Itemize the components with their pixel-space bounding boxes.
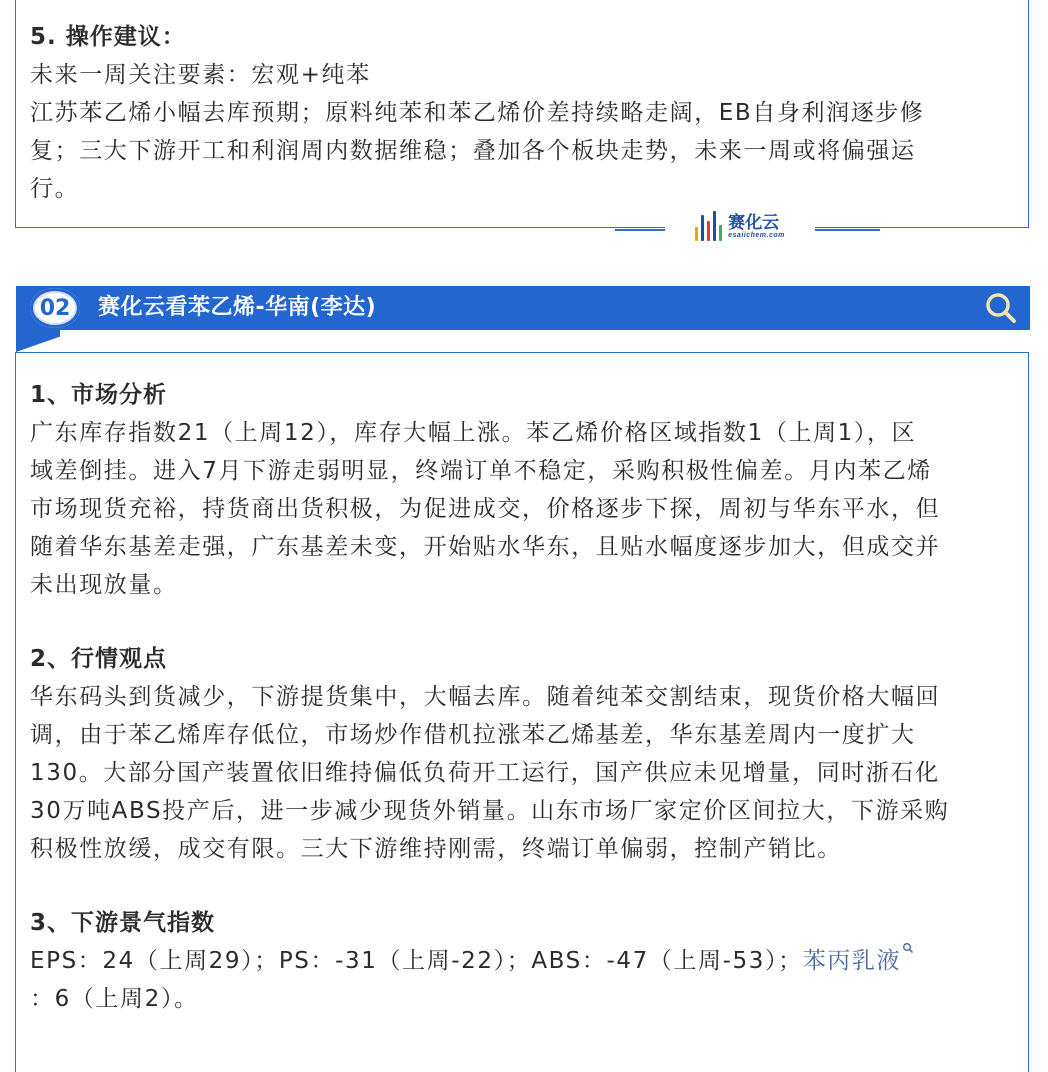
paragraph-line: 市场现货充裕，持货商出货积极，为促进成交，价格逐步下探，周初与华东平水，但 xyxy=(30,496,941,522)
logo-domain: esaiichem.com xyxy=(728,231,785,239)
section-heading-operation: 5. 操作建议： xyxy=(30,24,186,50)
section-heading-index: 3、下游景气指数 xyxy=(30,910,216,936)
paragraph-line: 行。 xyxy=(30,176,80,202)
logo-divider-left xyxy=(615,229,665,231)
index-values: EPS：24（上周29）；PS：-31（上周-22）；ABS：-47（上周-53）； xyxy=(30,948,803,974)
saihuayun-logo xyxy=(665,203,815,249)
paragraph-line: 调，由于苯乙烯库存低位，市场炒作借机拉涨苯乙烯基差，华东基差周内一度扩大 xyxy=(30,722,916,748)
paragraph-line: 未来一周关注要素：宏观+纯苯 xyxy=(30,62,371,88)
index-line-continuation: ：6（上周2）。 xyxy=(30,986,199,1012)
paragraph-line: 积极性放缓，成交有限。三大下游维持刚需，终端订单偏弱，控制产销比。 xyxy=(30,836,842,862)
search-icon[interactable] xyxy=(984,291,1018,325)
paragraph-line: 域差倒挂。进入7月下游走弱明显，终端订单不稳定，采购积极性偏差。月内苯乙烯 xyxy=(30,458,932,484)
index-line xyxy=(30,942,1020,980)
section-banner xyxy=(16,286,1030,330)
paragraph-line: 华东码头到货减少，下游提货集中，大幅去库。随着纯苯交割结束，现货价格大幅回 xyxy=(30,684,941,710)
section-banner-title: 赛化云看苯乙烯-华南(李达) xyxy=(98,295,377,320)
section-heading-view: 2、行情观点 xyxy=(30,646,168,672)
logo-name: 赛化云 xyxy=(728,212,780,232)
paragraph-line: 130。大部分国产装置依旧维持偏低负荷开工运行，国产供应未见增量，同时浙石化 xyxy=(30,760,940,786)
paragraph-line: 复；三大下游开工和利润周内数据维稳；叠加各个板块走势，未来一周或将偏强运 xyxy=(30,138,916,164)
paragraph-line: 广东库存指数21（上周12），库存大幅上涨。苯乙烯价格区域指数1（上周1），区 xyxy=(30,420,917,446)
keyword-link[interactable]: 苯丙乳液 xyxy=(802,948,902,974)
paragraph-line: 随着华东基差走强，广东基差未变，开始贴水华东，且贴水幅度逐步加大，但成交并 xyxy=(30,534,941,560)
banner-tail-decoration xyxy=(16,330,60,352)
logo-divider-right xyxy=(815,229,880,231)
paragraph-line: 30万吨ABS投产后，进一步减少现货外销量。山东市场厂家定价区间拉大，下游采购 xyxy=(30,798,950,824)
search-icon[interactable] xyxy=(902,942,914,954)
section-heading-market: 1、市场分析 xyxy=(30,382,168,408)
paragraph-line: 江苏苯乙烯小幅去库预期；原料纯苯和苯乙烯价差持续略走阔，EB自身利润逐步修 xyxy=(30,100,925,126)
logo-bars-icon xyxy=(695,211,722,241)
paragraph-line: 未出现放量。 xyxy=(30,572,178,598)
section-number-badge: 02 xyxy=(30,288,80,328)
